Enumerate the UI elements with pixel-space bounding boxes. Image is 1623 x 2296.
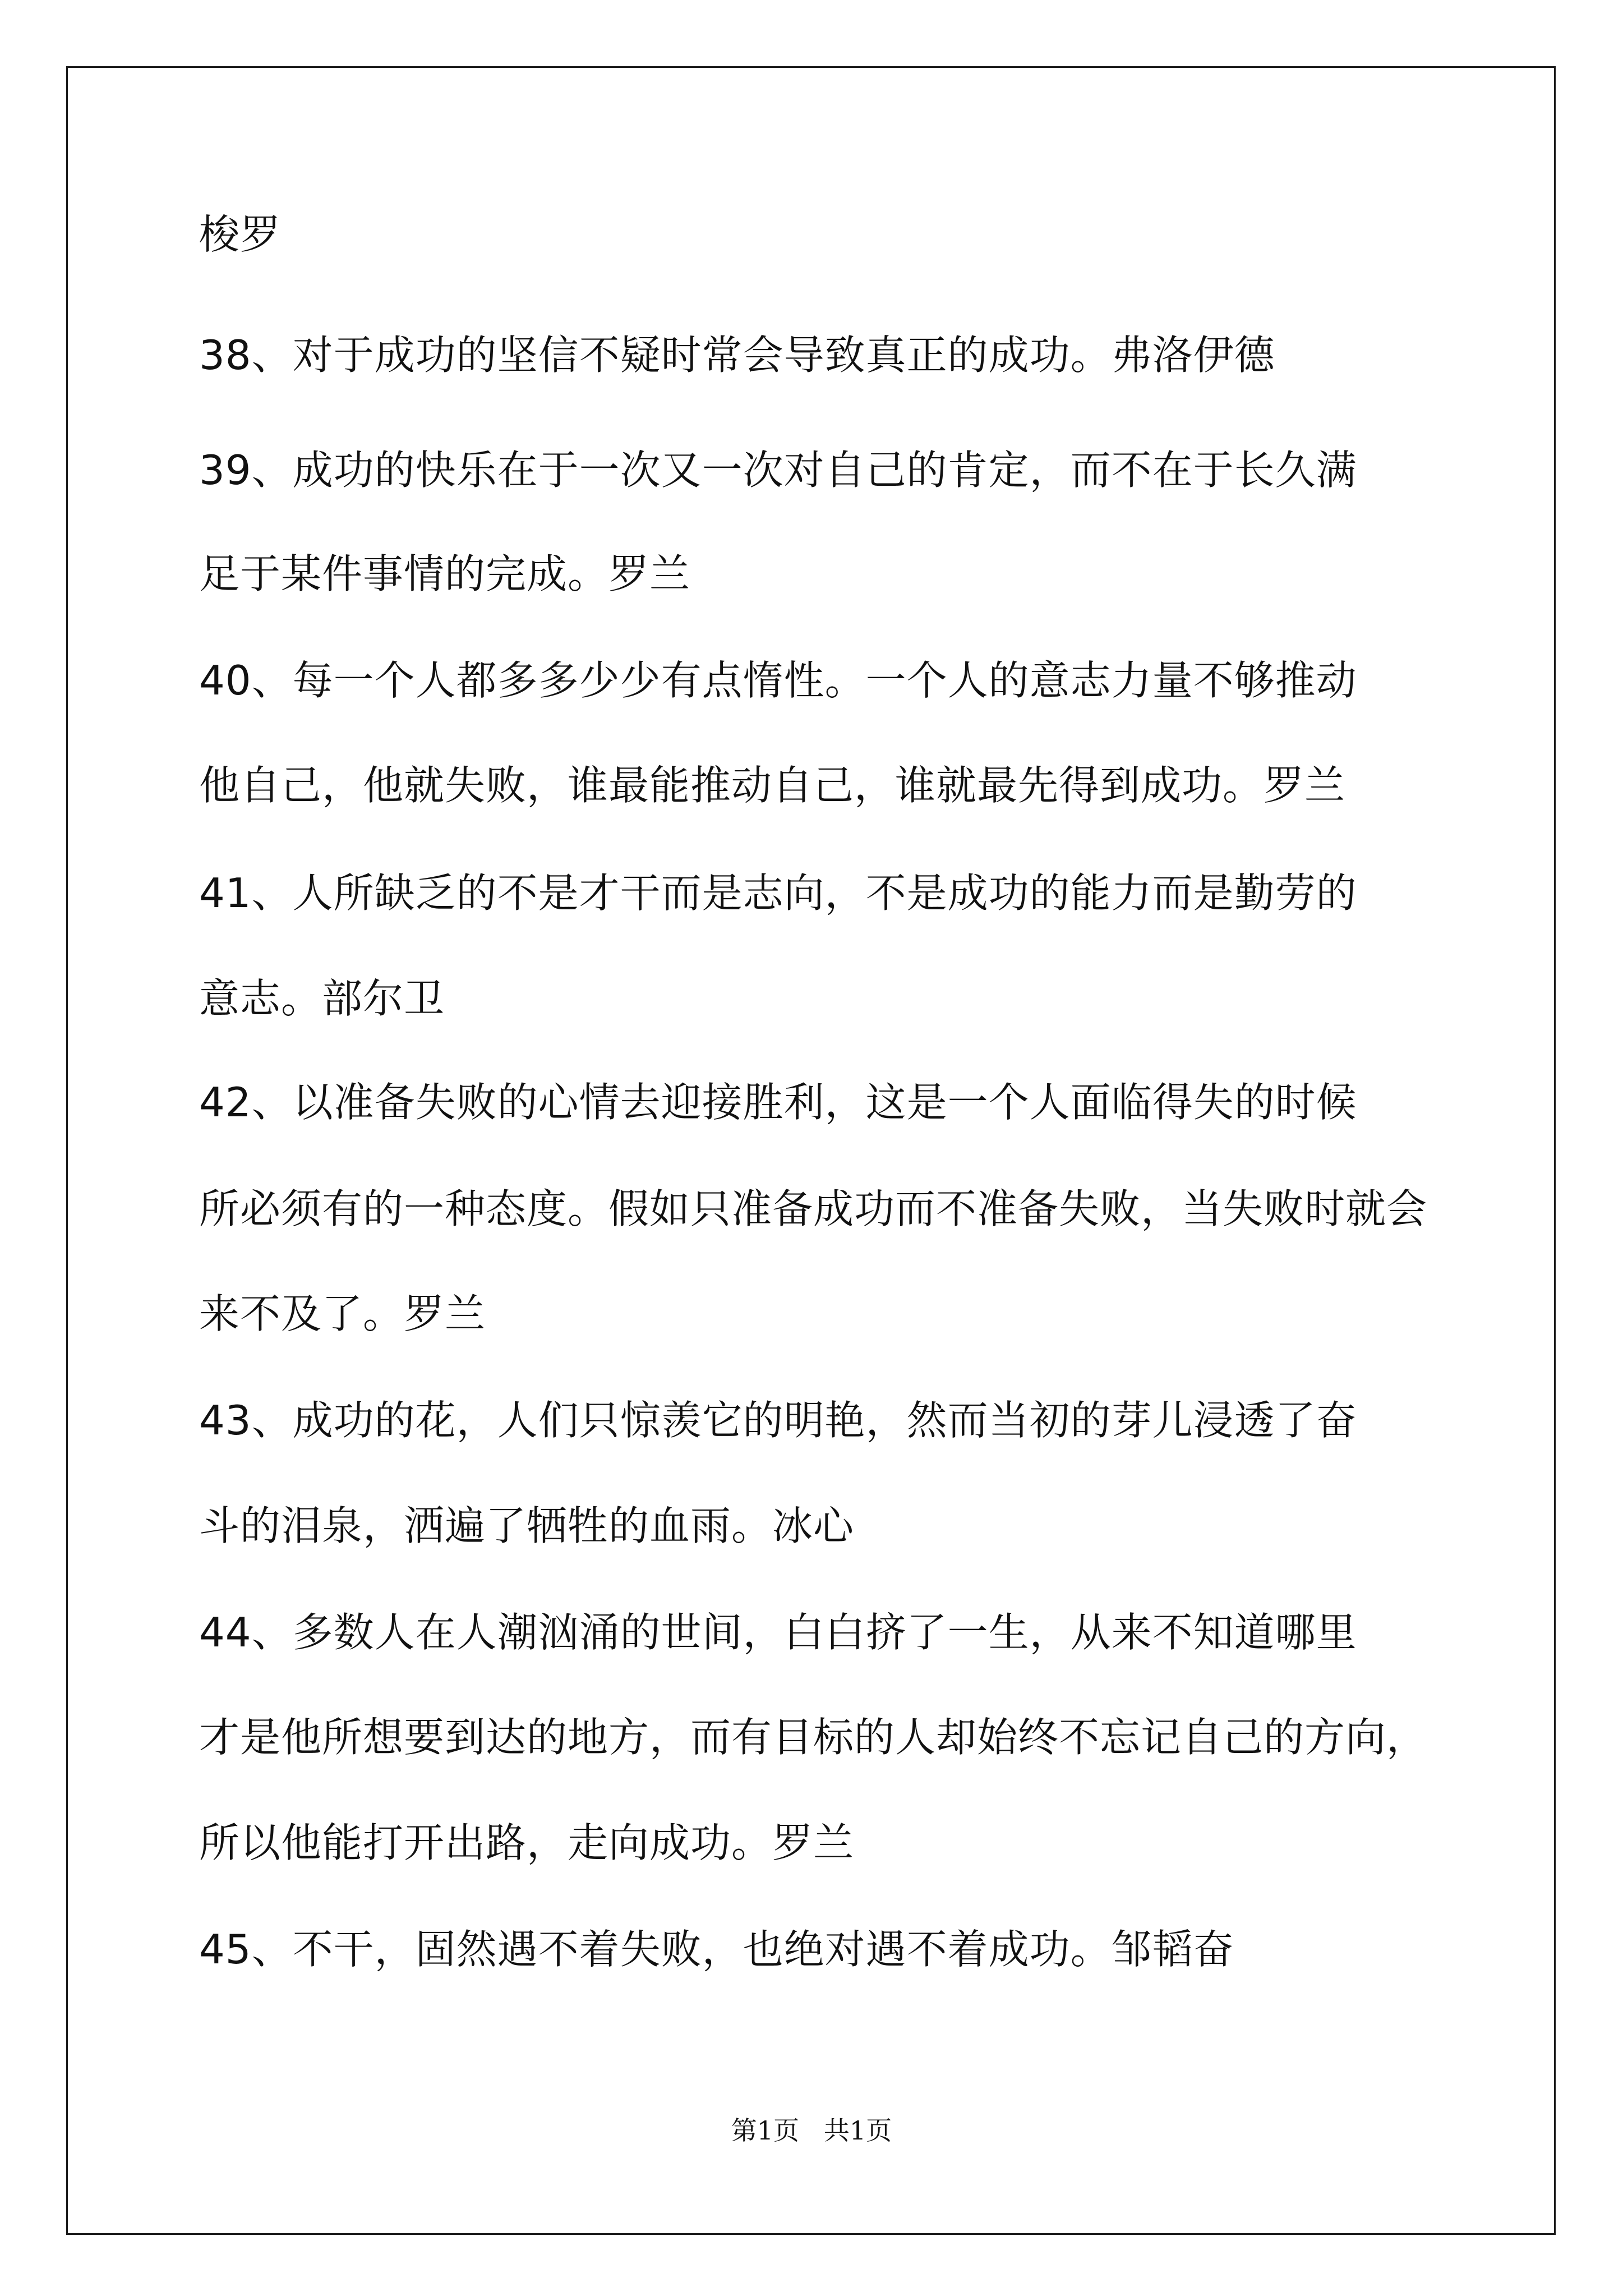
page-border	[66, 66, 1556, 2235]
text-line: 45、不干，固然遇不着失败，也绝对遇不着成功。邹韬奋	[199, 1926, 1234, 1973]
text-line: 43、成功的花，人们只惊羡它的明艳，然而当初的芽儿浸透了奋	[199, 1397, 1357, 1444]
page-number-label: 第1页 共1页	[731, 2115, 892, 2146]
text-line: 斗的泪泉，洒遍了牺牲的血雨。冰心	[199, 1502, 855, 1549]
text-line: 41、人所缺乏的不是才干而是志向，不是成功的能力而是勤劳的	[199, 869, 1357, 917]
text-line: 42、以准备失败的心情去迎接胜利，这是一个人面临得失的时候	[199, 1079, 1357, 1126]
text-line: 38、对于成功的坚信不疑时常会导致真正的成功。弗洛伊德	[199, 332, 1275, 379]
text-line: 44、多数人在人潮汹涌的世间，白白挤了一生，从来不知道哪里	[199, 1609, 1357, 1656]
text-line: 所以他能打开出路，走向成功。罗兰	[199, 1819, 855, 1866]
text-line: 意志。部尔卫	[199, 975, 445, 1022]
text-line: 40、每一个人都多多少少有点惰性。一个人的意志力量不够推动	[199, 657, 1357, 704]
text-line: 39、成功的快乐在于一次又一次对自己的肯定，而不在于长久满	[199, 447, 1357, 494]
text-line: 梭罗	[199, 211, 282, 258]
text-line: 所必须有的一种态度。假如只准备成功而不准备失败，当失败时就会	[199, 1185, 1428, 1232]
text-line: 足于某件事情的完成。罗兰	[199, 550, 691, 597]
page-footer	[0, 2115, 1623, 2146]
text-line: 才是他所想要到达的地方，而有目标的人却始终不忘记自己的方向，	[199, 1714, 1428, 1761]
text-line: 他自己，他就失败，谁最能推动自己，谁就最先得到成功。罗兰	[199, 762, 1346, 809]
text-line: 来不及了。罗兰	[199, 1290, 486, 1337]
